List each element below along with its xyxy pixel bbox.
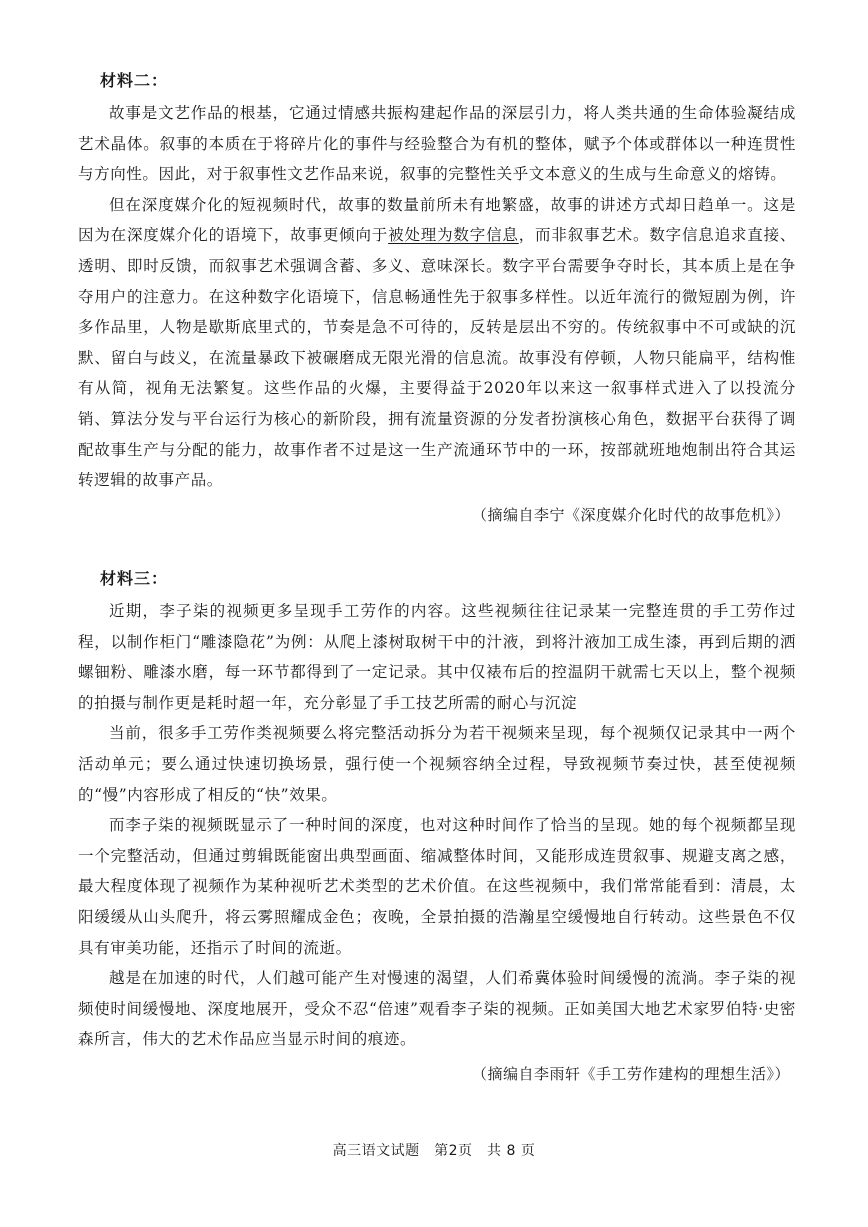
material-three-paragraph-4: 越是在加速的时代，人们越可能产生对慢速的渴望，人们希冀体验时间缓慢的流淌。李子柒的视频使时间缓慢地、深度地展开，受众不忍“倍速”观看李子柒的视频。正如美国大地艺术家罗伯特·史密森所言，伟大的艺术作品应当显示时间的痕迹。 xyxy=(78,969,796,1049)
material-two-source: （摘编自李宁《深度媒介化时代的故事危机》） xyxy=(471,505,790,524)
material-three-paragraph-2: 当前，很多手工劳作类视频要么将完整活动拆分为若干视频来呈现，每个视频仅记录其中一两个活动单元；要么通过快速切换场景，强行使一个视频容纳全过程，导致视频节奏过快，甚至使视频的“慢”内容形成了相反的“快”效果。 xyxy=(78,724,796,804)
material-two-paragraph-1: 故事是文艺作品的根基，它通过情感共振构建起作品的深层引力，将人类共通的生命体验凝结成艺术晶体。叙事的本质在于将碎片化的事件与经验整合为有机的整体，赋予个体或群体以一种连贯性与方向性。因此，对于叙事性文艺作品来说，叙事的完整性关乎文本意义的生成与生命意义的熔铸。 xyxy=(78,104,796,184)
underlined-phrase: 被处理为数字信息 xyxy=(388,226,519,245)
material-three-heading: 材料三： xyxy=(100,569,169,588)
material-three-paragraph-3: 而李子柒的视频既显示了一种时间的深度，也对这种时间作了恰当的呈现。她的每个视频都呈现一个完整活动，但通过剪辑既能窗出典型画面、缩减整体时间，又能形成连贯叙事、规避支离之感，最大程度体现了视频作为某种视听艺术类型的艺术价值。在这些视频中，我们常常能看到：清晨，太阳缓缓从山头爬升，将云雾照耀成金色；夜晚，全景拍摄的浩瀚星空缓慢地自行转动。这些景色不仅具有审美功能，还指示了时间的流逝。 xyxy=(78,816,796,957)
material-two-section xyxy=(78,70,796,530)
material-three-paragraph-1: 近期，李子柒的视频更多呈现手工劳作的内容。这些视频往往记录某一完整连贯的手工劳作过程，以制作柜门“雕漆隐花”为例：从爬上漆树取树干中的汁液，到将汁液加工成生漆，再到后期的洒螺钿粉、雕漆水磨，每一环节都得到了一定记录。其中仅裱布后的控温阴干就需七天以上，整个视频的拍摄与制作更是耗时超一年，充分彰显了手工技艺所需的耐心与沉淀 xyxy=(78,602,796,712)
material-two-paragraph-2: 但在深度媒介化的短视频时代，故事的数量前所未有地繁盛，故事的讲述方式却日趋单一。这是因为在深度媒介化的语境下，故事更倾向于被处理为数字信息，而非叙事艺术。数字信息追求直接、透明、即时反馈，而叙事艺术强调含蓄、多义、意味深长。数字平台需要争夺时长，其本质上是在争夺用户的注意力。在这种数字化语境下，信息畅通性先于叙事多样性。以近年流行的微短剧为例，许多作品里，人物是歇斯底里式的，节奏是急不可待的，反转是层出不穷的。传统叙事中不可或缺的沉默、留白与歧义，在流量暴政下被碾磨成无限光滑的信息流。故事没有停顿，人物只能扁平，结构惟有从简，视角无法繁复。这些作品的火爆，主要得益于2020年以来这一叙事样式进入了以投流分销、算法分发与平台运行为核心的新阶段，拥有流量资源的分发者扮演核心角色，数据平台获得了调配故事生产与分配的能力，故事作者不过是这一生产流通环节中的一环，按部就班地炮制出符合其运转逻辑的故事产品。 xyxy=(78,195,796,490)
page-footer: 高三语文试题 第2页 共 8 页 xyxy=(332,1143,536,1159)
material-three-section xyxy=(78,568,796,1089)
material-three-source: （摘编自李雨轩《手工劳作建构的理想生活》） xyxy=(471,1064,790,1083)
material-two-heading: 材料二： xyxy=(100,71,169,90)
